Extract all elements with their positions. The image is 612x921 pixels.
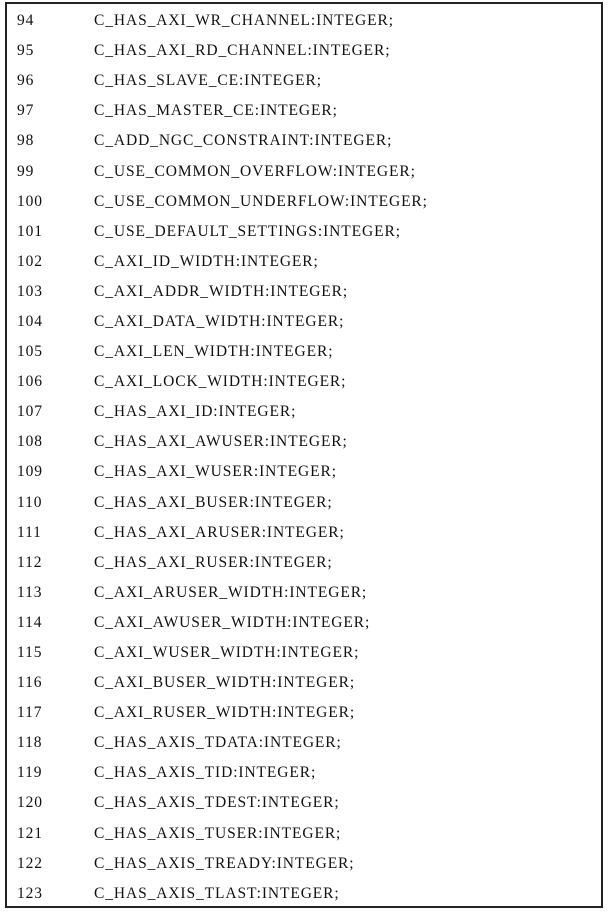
line-number: 107 <box>17 403 43 421</box>
code-line <box>7 849 601 879</box>
line-code: C_AXI_AWUSER_WIDTH:INTEGER; <box>94 613 371 631</box>
line-code: C_HAS_AXI_RD_CHANNEL:INTEGER; <box>94 42 391 60</box>
code-line <box>7 156 601 186</box>
code-line <box>7 277 601 307</box>
line-code: C_USE_COMMON_OVERFLOW:INTEGER; <box>94 162 416 180</box>
line-code: C_HAS_AXIS_TDEST:INTEGER; <box>94 794 340 812</box>
code-line <box>7 608 601 638</box>
line-number: 105 <box>17 343 43 361</box>
line-code: C_ADD_NGC_CONSTRAINT:INTEGER; <box>94 132 393 150</box>
line-code: C_AXI_BUSER_WIDTH:INTEGER; <box>94 674 356 692</box>
line-code: C_AXI_WUSER_WIDTH:INTEGER; <box>94 644 360 662</box>
code-line <box>7 879 601 909</box>
code-listing <box>7 6 601 909</box>
code-line <box>7 518 601 548</box>
line-number: 121 <box>17 824 43 842</box>
line-code: C_HAS_AXIS_TLAST:INTEGER; <box>94 884 340 902</box>
line-code: C_AXI_RUSER_WIDTH:INTEGER; <box>94 704 356 722</box>
code-line <box>7 638 601 668</box>
line-code: C_AXI_LEN_WIDTH:INTEGER; <box>94 343 334 361</box>
line-number: 120 <box>17 794 43 812</box>
code-line <box>7 397 601 427</box>
code-line <box>7 819 601 849</box>
line-number: 122 <box>17 854 43 872</box>
line-number: 104 <box>17 312 43 330</box>
line-number: 98 <box>17 132 35 150</box>
code-line <box>7 698 601 728</box>
code-line <box>7 728 601 758</box>
line-code: C_USE_COMMON_UNDERFLOW:INTEGER; <box>94 192 428 210</box>
line-code: C_HAS_AXIS_TREADY:INTEGER; <box>94 854 355 872</box>
code-line <box>7 457 601 487</box>
code-line <box>7 217 601 247</box>
code-line <box>7 668 601 698</box>
line-number: 97 <box>17 102 35 120</box>
code-line <box>7 66 601 96</box>
line-code: C_HAS_AXI_ARUSER:INTEGER; <box>94 523 345 541</box>
line-number: 119 <box>17 764 43 782</box>
line-number: 101 <box>17 222 43 240</box>
code-listing-frame <box>5 2 603 908</box>
line-number: 114 <box>17 613 43 631</box>
code-line <box>7 6 601 36</box>
line-number: 99 <box>17 162 35 180</box>
line-code: C_HAS_AXIS_TUSER:INTEGER; <box>94 824 342 842</box>
line-code: C_HAS_AXI_WR_CHANNEL:INTEGER; <box>94 12 394 30</box>
code-line <box>7 758 601 788</box>
line-code: C_HAS_AXI_ID:INTEGER; <box>94 403 297 421</box>
line-number: 106 <box>17 373 43 391</box>
line-number: 102 <box>17 252 43 270</box>
line-number: 118 <box>17 734 43 752</box>
line-code: C_HAS_SLAVE_CE:INTEGER; <box>94 72 322 90</box>
line-number: 110 <box>17 493 43 511</box>
code-line <box>7 126 601 156</box>
line-code: C_HAS_AXIS_TID:INTEGER; <box>94 764 317 782</box>
line-number: 111 <box>17 523 42 541</box>
line-code: C_AXI_ID_WIDTH:INTEGER; <box>94 252 319 270</box>
code-line <box>7 36 601 66</box>
line-number: 109 <box>17 463 43 481</box>
line-code: C_AXI_DATA_WIDTH:INTEGER; <box>94 312 345 330</box>
line-number: 123 <box>17 884 43 902</box>
code-line <box>7 187 601 217</box>
line-code: C_HAS_MASTER_CE:INTEGER; <box>94 102 338 120</box>
line-number: 94 <box>17 12 35 30</box>
code-line <box>7 307 601 337</box>
line-code: C_AXI_LOCK_WIDTH:INTEGER; <box>94 373 347 391</box>
code-line <box>7 788 601 818</box>
line-code: C_HAS_AXI_BUSER:INTEGER; <box>94 493 333 511</box>
line-number: 100 <box>17 192 43 210</box>
code-line <box>7 367 601 397</box>
code-line <box>7 96 601 126</box>
line-number: 96 <box>17 72 35 90</box>
line-number: 108 <box>17 433 43 451</box>
code-line <box>7 488 601 518</box>
line-number: 103 <box>17 282 43 300</box>
line-number: 95 <box>17 42 35 60</box>
line-number: 112 <box>17 553 43 571</box>
line-code: C_AXI_ADDR_WIDTH:INTEGER; <box>94 282 349 300</box>
line-number: 116 <box>17 674 43 692</box>
line-number: 113 <box>17 583 43 601</box>
line-code: C_HAS_AXI_WUSER:INTEGER; <box>94 463 337 481</box>
code-line <box>7 548 601 578</box>
code-line <box>7 247 601 277</box>
code-line <box>7 427 601 457</box>
line-number: 115 <box>17 644 43 662</box>
line-code: C_USE_DEFAULT_SETTINGS:INTEGER; <box>94 222 401 240</box>
line-code: C_AXI_ARUSER_WIDTH:INTEGER; <box>94 583 368 601</box>
line-code: C_HAS_AXI_RUSER:INTEGER; <box>94 553 333 571</box>
line-code: C_HAS_AXIS_TDATA:INTEGER; <box>94 734 342 752</box>
line-number: 117 <box>17 704 43 722</box>
code-line <box>7 337 601 367</box>
code-line <box>7 578 601 608</box>
line-code: C_HAS_AXI_AWUSER:INTEGER; <box>94 433 348 451</box>
